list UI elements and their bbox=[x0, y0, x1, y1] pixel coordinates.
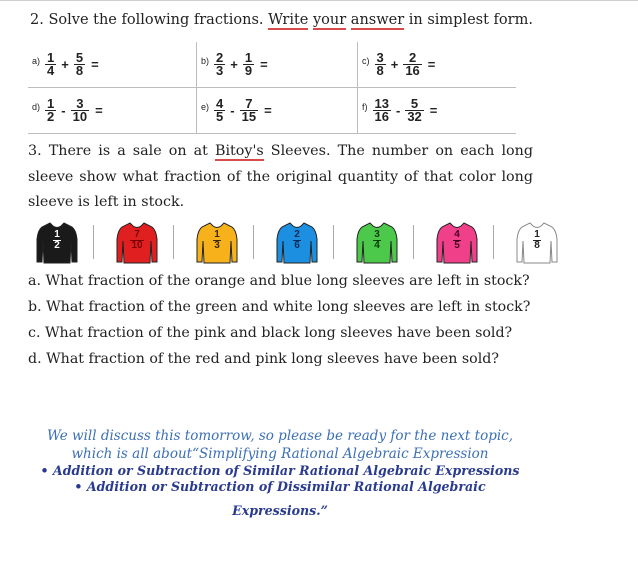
sleeve-fraction bbox=[276, 230, 318, 251]
sleeve-denominator: 5 bbox=[454, 240, 460, 251]
note-line-3: • Addition or Subtraction of Similar Rational Algebraic Expressions bbox=[40, 463, 520, 478]
problem-cell bbox=[28, 42, 197, 88]
operator: - bbox=[395, 103, 401, 118]
sleeve-fraction bbox=[436, 230, 478, 251]
question-3 bbox=[28, 139, 533, 216]
q2-number: 2. bbox=[30, 12, 44, 28]
long-sleeve-blue bbox=[276, 221, 318, 265]
note-line-2 bbox=[30, 445, 530, 463]
question-c: c. What fraction of the pink and black long sleeves have been sold? bbox=[28, 325, 513, 341]
operator: + bbox=[230, 57, 238, 72]
problem-label: d) bbox=[32, 102, 41, 112]
sleeve-numerator: 2 bbox=[294, 229, 300, 240]
fraction-a bbox=[214, 98, 225, 123]
fraction-b bbox=[240, 98, 258, 123]
numerator: 13 bbox=[374, 96, 389, 111]
equals-sign: = bbox=[260, 57, 268, 72]
q3-before: 3. There is a sale on at bbox=[28, 143, 215, 159]
problem-5 bbox=[358, 98, 516, 123]
q2-text-c: your bbox=[312, 12, 347, 28]
sleeve-fraction bbox=[196, 230, 238, 251]
operator: - bbox=[230, 103, 235, 118]
numerator: 1 bbox=[47, 50, 55, 65]
problem-cell bbox=[197, 42, 358, 88]
note-line-4: • Addition or Subtraction of Dissimilar Rational Algebraic bbox=[74, 479, 486, 494]
numerator: 1 bbox=[47, 96, 55, 111]
denominator: 8 bbox=[376, 63, 384, 78]
sleeve-denominator: 2 bbox=[54, 240, 60, 251]
q3-after: Sleeves. The number on each long sleeve show what fraction of the original quantity of that color long sleeve is left in stock. bbox=[28, 143, 533, 210]
denominator: 9 bbox=[244, 63, 253, 78]
problem-label: c) bbox=[362, 56, 370, 66]
denominator: 15 bbox=[241, 109, 257, 124]
sleeve-numerator: 3 bbox=[374, 229, 380, 240]
fraction-a bbox=[214, 52, 225, 77]
operator: + bbox=[390, 57, 399, 72]
equals-sign: = bbox=[95, 103, 103, 118]
q3-store-name: Bitoy's bbox=[214, 143, 264, 159]
sleeve-numerator: 7 bbox=[134, 229, 140, 240]
numerator: 2 bbox=[408, 50, 417, 65]
question-d: d. What fraction of the red and pink long sleeves have been sold? bbox=[28, 351, 499, 367]
long-sleeve-pink bbox=[436, 221, 478, 265]
q2-text-d: answer bbox=[350, 12, 405, 28]
sleeve-divider bbox=[93, 225, 94, 259]
sleeve-fraction bbox=[36, 230, 78, 251]
problem-2 bbox=[358, 52, 516, 77]
fraction-b bbox=[403, 52, 421, 77]
problem-0 bbox=[28, 52, 196, 77]
problem-4 bbox=[197, 98, 357, 123]
denominator: 5 bbox=[216, 109, 224, 124]
top-divider bbox=[0, 0, 638, 1]
question-b: b. What fraction of the green and white long sleeves are left in stock? bbox=[28, 299, 531, 315]
problem-label: b) bbox=[201, 56, 210, 66]
denominator: 16 bbox=[405, 63, 420, 78]
long-sleeve-black bbox=[36, 221, 78, 265]
q2-text-e: in simplest form. bbox=[408, 12, 533, 28]
numerator: 4 bbox=[216, 96, 224, 111]
numerator: 1 bbox=[244, 50, 253, 65]
fraction-a bbox=[45, 52, 56, 77]
problem-label: e) bbox=[201, 102, 210, 112]
sleeve-numerator: 1 bbox=[534, 229, 540, 240]
fraction-problems-table bbox=[28, 42, 516, 134]
sleeve-numerator: 1 bbox=[214, 229, 220, 240]
next-topic-note bbox=[30, 427, 530, 519]
equals-sign: = bbox=[429, 103, 438, 118]
long-sleeve-orange bbox=[196, 221, 238, 265]
numerator: 5 bbox=[75, 50, 84, 65]
sleeve-denominator: 6 bbox=[294, 240, 300, 251]
sleeve-divider bbox=[333, 225, 334, 259]
problem-cell bbox=[28, 88, 197, 134]
question-a: a. What fraction of the orange and blue long sleeves are left in stock? bbox=[28, 273, 530, 289]
denominator: 3 bbox=[216, 63, 224, 78]
denominator: 2 bbox=[47, 109, 55, 124]
fraction-a bbox=[45, 98, 56, 123]
problem-cell bbox=[197, 88, 358, 134]
sleeve-divider bbox=[173, 225, 174, 259]
long-sleeve-green bbox=[356, 221, 398, 265]
fraction-b bbox=[243, 52, 254, 77]
problem-label: a) bbox=[32, 56, 41, 66]
problem-label: f) bbox=[362, 102, 368, 112]
sleeve-fraction bbox=[356, 230, 398, 251]
numerator: 7 bbox=[245, 96, 253, 111]
long-sleeve-red bbox=[116, 221, 158, 265]
operator: + bbox=[61, 57, 69, 72]
sleeve-fraction bbox=[116, 230, 158, 251]
sleeve-numerator: 1 bbox=[54, 229, 60, 240]
numerator: 5 bbox=[410, 96, 419, 111]
sleeve-divider bbox=[493, 225, 494, 259]
fraction-b bbox=[71, 98, 89, 123]
fraction-b bbox=[405, 98, 423, 123]
question-2 bbox=[30, 12, 533, 28]
sleeve-numerator: 4 bbox=[454, 229, 460, 240]
equals-sign: = bbox=[427, 57, 436, 72]
sleeve-denominator: 3 bbox=[214, 240, 220, 251]
sleeve-divider bbox=[413, 225, 414, 259]
denominator: 4 bbox=[47, 63, 55, 78]
note-line-1: We will discuss this tomorrow, so please be ready for the next topic, bbox=[46, 428, 514, 444]
sleeve-denominator: 4 bbox=[374, 240, 380, 251]
equals-sign: = bbox=[91, 57, 99, 72]
denominator: 16 bbox=[374, 109, 389, 124]
fraction-a bbox=[375, 52, 386, 77]
problem-3 bbox=[28, 98, 196, 123]
problem-cell bbox=[358, 42, 517, 88]
note-line-2-text: which is all about“Simplifying Rational Algebraic Expression bbox=[71, 446, 489, 462]
fraction-a bbox=[373, 98, 391, 123]
numerator: 3 bbox=[76, 96, 84, 111]
q2-text-a: Solve the following fractions. bbox=[48, 12, 264, 28]
denominator: 32 bbox=[407, 109, 422, 124]
sleeve-fraction bbox=[516, 230, 558, 251]
denominator: 8 bbox=[75, 63, 84, 78]
equals-sign: = bbox=[264, 103, 272, 118]
problem-cell bbox=[358, 88, 517, 134]
long-sleeves-row bbox=[28, 221, 556, 265]
q2-text-b: Write bbox=[268, 12, 309, 28]
denominator: 10 bbox=[72, 109, 88, 124]
sleeve-denominator: 8 bbox=[534, 240, 540, 251]
numerator: 2 bbox=[216, 50, 224, 65]
note-line-5: Expressions.” bbox=[232, 503, 328, 518]
fraction-b bbox=[74, 52, 85, 77]
sleeve-denominator: 10 bbox=[131, 240, 143, 251]
problem-1 bbox=[197, 52, 357, 77]
operator: - bbox=[61, 103, 66, 118]
sleeve-divider bbox=[253, 225, 254, 259]
numerator: 3 bbox=[376, 50, 384, 65]
long-sleeve-white bbox=[516, 221, 558, 265]
